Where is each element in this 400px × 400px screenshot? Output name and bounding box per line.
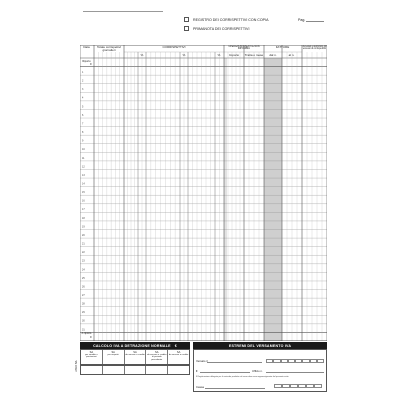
day-number: 23 [82, 259, 85, 263]
col-total-header: Totale corrispettivi giornalieri [96, 45, 121, 53]
cassa-digit-boxes[interactable] [274, 384, 322, 388]
day-number: 26 [82, 285, 85, 289]
checkbox-registro[interactable] [184, 17, 189, 22]
day-number: 30 [82, 319, 85, 323]
col-importo-header: Importo [228, 52, 240, 57]
bottom-section [75, 342, 327, 394]
register-table [80, 45, 327, 341]
day-number: 3 [82, 88, 84, 92]
day-number: 29 [82, 311, 85, 315]
calc-cell: SA per acquisti [103, 350, 125, 364]
calc-cell: SA per vendite e prestazioni [81, 350, 103, 364]
versamento-bar [193, 342, 327, 349]
ufficio-label: Ufficio n. [252, 369, 263, 373]
day-number: 4 [82, 96, 84, 100]
day-number: 15 [82, 191, 85, 195]
col-al-header: al n. [288, 52, 295, 57]
calc-iva-bar [80, 342, 190, 349]
day-number: 24 [82, 268, 85, 272]
day-number: 2 [82, 79, 84, 83]
versato-digit-boxes[interactable] [266, 359, 324, 363]
pct-label-3: % [217, 52, 221, 57]
day-number: 14 [82, 182, 85, 186]
day-number: 20 [82, 233, 85, 237]
day-number: 22 [82, 251, 85, 255]
day-number: 28 [82, 302, 85, 306]
calc-cell: SA da versare a credito [125, 350, 147, 364]
calc-value-cell[interactable] [146, 366, 168, 374]
versato-label: Versato il [196, 359, 208, 363]
ufficio-line[interactable] [266, 372, 324, 373]
col-corrispettivi-header: CORRISPETTIVI [162, 45, 186, 49]
day-number: 13 [82, 173, 85, 177]
calc-value-cell[interactable] [125, 366, 147, 374]
calc-iva-cells [80, 349, 190, 365]
euro-sign-top: € [90, 63, 92, 66]
day-number: 10 [82, 148, 85, 152]
calc-cell: SA da versare a credito di periodo precedente [146, 350, 168, 364]
euro-field-label: € [196, 369, 198, 373]
pct-label-1: % [140, 52, 144, 57]
col-operazioni-header: OPERAZIONI ESENTI E NON IMPONIBILI [228, 45, 260, 51]
page-number-label: Pag. [298, 17, 306, 22]
calc-value-cell[interactable] [103, 366, 125, 374]
day-number: 21 [82, 242, 85, 246]
col-dal-header: dal n. [269, 52, 277, 57]
day-number: 9 [82, 139, 84, 143]
day-number: 6 [82, 113, 84, 117]
versamento-box [193, 349, 327, 392]
option-registro-label: REGISTRO DEI CORRISPETTIVI CON COPIA [193, 17, 269, 22]
day-number: 1 [82, 71, 84, 75]
operazioni-shaded-strip [224, 58, 227, 341]
a-riporto-label: A riporto [81, 332, 92, 335]
cassa-label: Cassa [196, 385, 204, 389]
day-number: 19 [82, 225, 85, 229]
day-number: 17 [82, 208, 85, 212]
day-number: 12 [82, 165, 85, 169]
fatture-shaded-column [264, 58, 282, 341]
day-number: 8 [82, 131, 84, 135]
cassa-line[interactable] [205, 388, 265, 389]
option-primanota-label: PRIMANOTA DEI CORRISPETTIVI [193, 26, 250, 31]
page-number-line [306, 21, 324, 22]
day-number: 25 [82, 276, 85, 280]
calc-iva-values [80, 365, 190, 375]
day-number: 16 [82, 199, 85, 203]
col-date-header: Data [83, 45, 90, 49]
checkbox-primanota[interactable] [184, 26, 189, 31]
register-grid [80, 45, 327, 341]
day-number: 27 [82, 293, 85, 297]
versamento-title: ESTREMI DEL VERSAMENTO IVA [228, 343, 292, 348]
calc-iva-title: CALCOLO IVA A DETRAZIONE NORMALE [93, 343, 171, 348]
euro-field-line[interactable] [200, 372, 250, 373]
day-number: 7 [82, 122, 84, 126]
day-number: 31 [82, 328, 85, 332]
side-code: LIBRO IVA [75, 360, 78, 372]
day-number: 11 [82, 156, 85, 160]
versato-line[interactable] [207, 362, 262, 363]
calc-cell: SA da versare a credito [168, 350, 189, 356]
pct-label-2: % [182, 52, 186, 57]
riporto-label: Riporto [82, 59, 91, 63]
calc-euro-sign: € [174, 343, 177, 348]
calc-value-cell[interactable] [81, 366, 103, 374]
euro-sign-bottom: € [90, 336, 92, 339]
footnote: Il Registrazione delegata per le aziende prodotte nel mese dove sono approvvigionato dal presente esito [196, 376, 289, 378]
day-number: 18 [82, 216, 85, 220]
col-note-header: Ad esso si sommino gli eccessi di corrispettivo [302, 45, 327, 51]
col-tratta-header: Tratta o mese [244, 52, 264, 57]
calc-value-cell[interactable] [168, 366, 189, 374]
day-number: 5 [82, 105, 84, 109]
top-rule [83, 11, 163, 12]
col-fatture-header: FATTURE [275, 45, 290, 49]
